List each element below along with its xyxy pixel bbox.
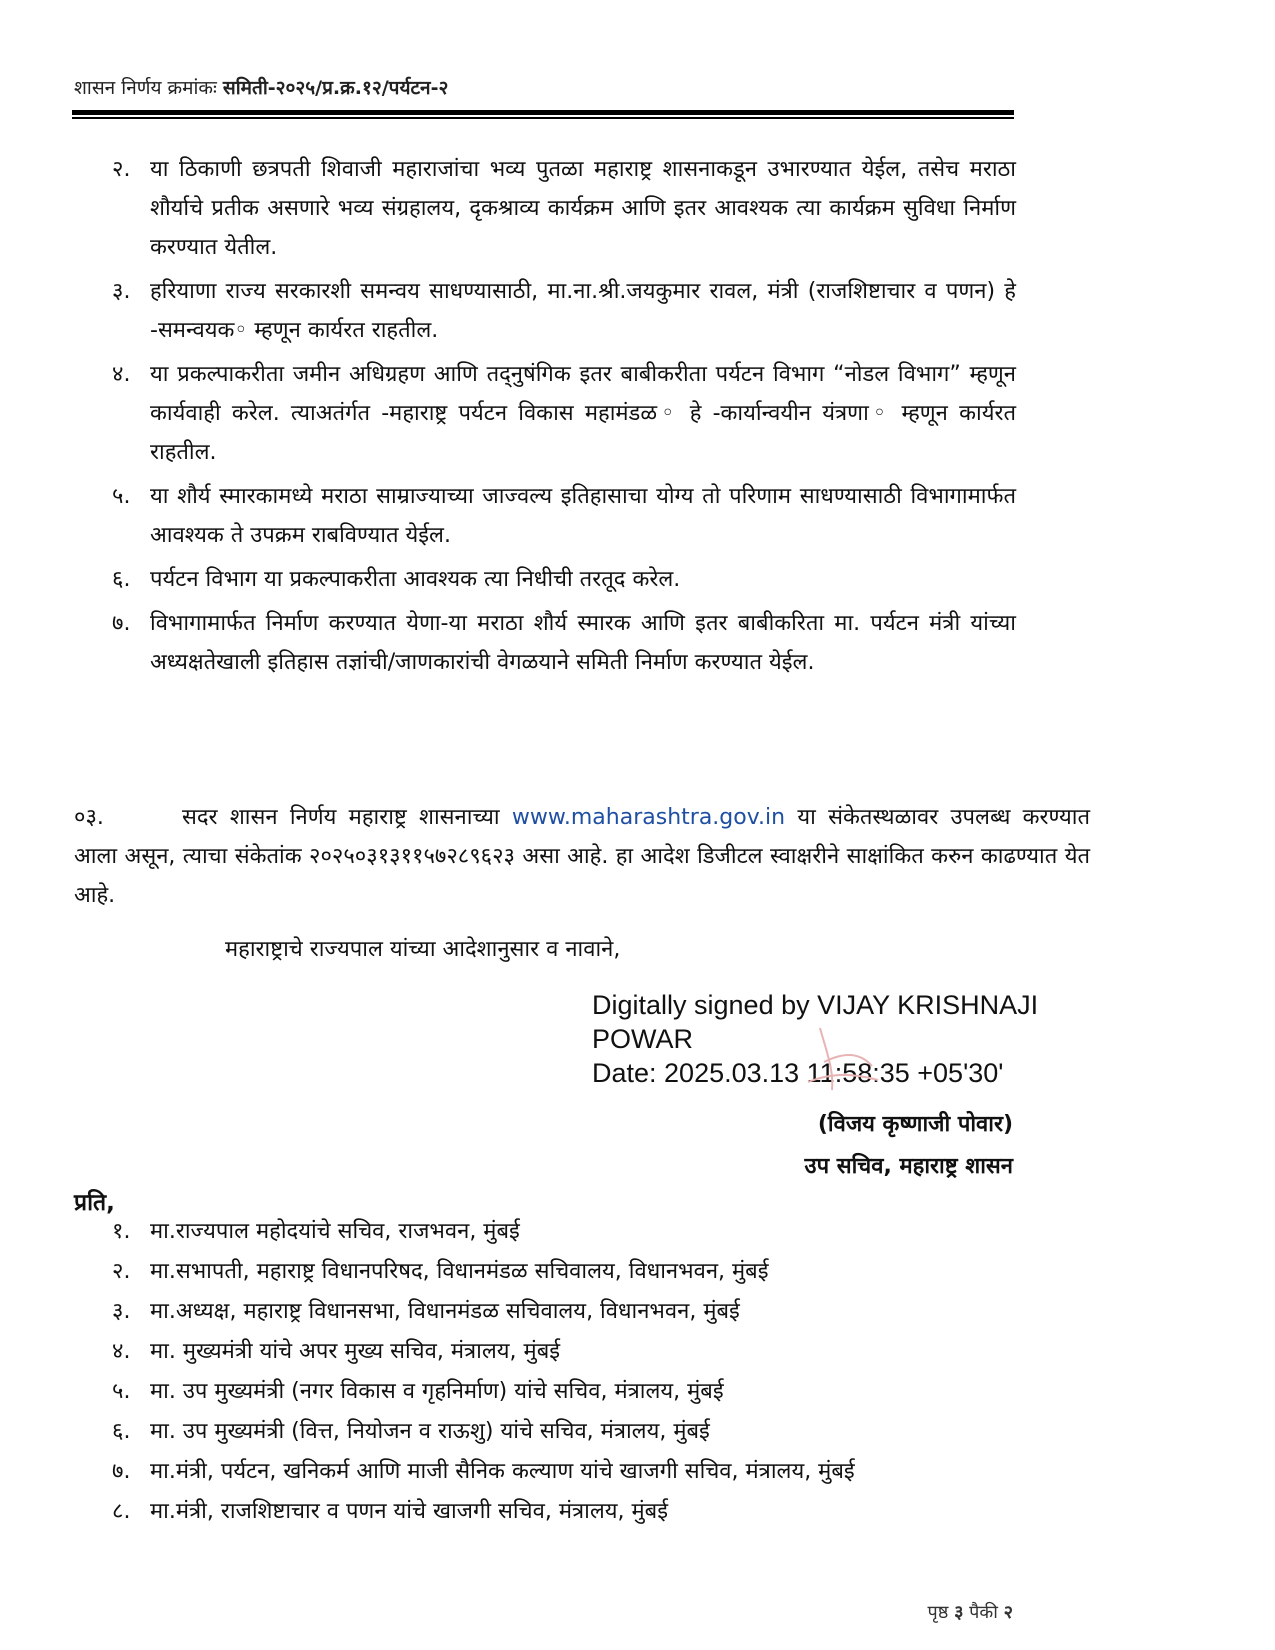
point-text: या शौर्य स्मारकामध्ये मराठा साम्राज्याच्या जाज्वल्य इतिहासाचा योग्य तो परिणाम साधण्यासाठी विभागामार्फत आवश्यक ते उपक्रम राबविण्यात येईल. <box>150 484 1016 548</box>
recipient-text: मा.अध्यक्ष, महाराष्ट्र विधानसभा, विधानमंडळ सचिवालय, विधानभवन, मुंबई <box>150 1299 740 1324</box>
header-rule-thick <box>72 110 1014 115</box>
list-item <box>112 1452 1072 1492</box>
recipient-number: १. <box>112 1219 131 1244</box>
decision-point <box>112 355 1016 472</box>
page-prefix: पृष्ठ <box>927 1602 949 1623</box>
header-reference-number: समिती-२०२५/प्र.क्र.१२/पर्यटन-२ <box>222 77 449 99</box>
header-rule-thin <box>72 117 1014 119</box>
header-label: शासन निर्णय क्रमांकः <box>74 77 217 99</box>
recipients-heading: प्रति, <box>74 1190 115 1216</box>
recipient-text: मा.मंत्री, पर्यटन, खनिकर्म आणि माजी सैनिक कल्याण यांचे खाजगी सचिव, मंत्रालय, मुंबई <box>150 1459 855 1484</box>
point-text: हरियाणा राज्य सरकारशी समन्वय साधण्यासाठी, मा.ना.श्री.जयकुमार रावल, मंत्री (राजशिष्टाचार व पणन) हे -समन्वयक◦ म्हणून कार्यरत राहतील. <box>150 279 1016 343</box>
order-line: महाराष्ट्राचे राज्यपाल यांच्या आदेशानुसार व नावाने, <box>225 937 621 962</box>
decision-point <box>112 560 1016 599</box>
recipient-number: ८. <box>112 1499 131 1524</box>
point-number: ६. <box>112 567 131 592</box>
recipient-text: मा. उप मुख्यमंत्री (नगर विकास व गृहनिर्माण) यांचे सचिव, मंत्रालय, मुंबई <box>150 1379 724 1404</box>
list-item <box>112 1332 1072 1372</box>
list-item <box>112 1252 1072 1292</box>
section-3-number: ०३. <box>74 805 104 830</box>
section-3-text-after: या संकेतस्थळावर उपलब्ध करण्यात आला असून, त्याचा संकेतांक २०२५०३१३११५७२८९६२३ असा आहे. हा आदेश डिजीटल स्वाक्षरीने साक्षांकित करुन काढण्यात येत आहे. <box>74 805 1091 908</box>
recipient-number: ६. <box>112 1419 131 1444</box>
point-number: ७. <box>112 611 131 636</box>
page-current: ३ <box>954 1602 964 1623</box>
page-number <box>928 1600 1014 1624</box>
recipient-number: ३. <box>112 1299 131 1324</box>
page-header <box>74 74 1014 100</box>
list-item <box>112 1372 1072 1412</box>
point-text: या प्रकल्पाकरीता जमीन अधिग्रहण आणि तद्नुषंगिक इतर बाबीकरीता पर्यटन विभाग “नोडल विभाग” म्हणून कार्यवाही करेल. त्याअतंर्गत -महाराष्ट्र पर्यटन विकास महामंडळ◦ हे -कार्यान्वयीन यंत्रणा◦ म्हणून कार्यरत राहतील. <box>150 362 1016 465</box>
recipient-text: मा.राज्यपाल महोदयांचे सचिव, राजभवन, मुंबई <box>150 1219 520 1244</box>
decision-point <box>112 477 1016 555</box>
recipient-number: ५. <box>112 1379 131 1404</box>
decision-point <box>112 150 1016 267</box>
list-item <box>112 1292 1072 1332</box>
section-3-paragraph <box>74 798 1090 915</box>
signature-line-1: Digitally signed by VIJAY KRISHNAJI <box>592 990 1039 1020</box>
recipient-number: २. <box>112 1259 131 1284</box>
section-3-text-before: सदर शासन निर्णय महाराष्ट्र शासनाच्या <box>182 805 500 830</box>
point-number: ५. <box>112 484 131 509</box>
decision-point <box>112 272 1016 350</box>
recipient-number: ४. <box>112 1339 131 1364</box>
signature-watermark-icon <box>778 1010 908 1110</box>
signer-block <box>805 1104 1013 1188</box>
website-link[interactable]: www.maharashtra.gov.in <box>511 805 786 830</box>
list-item <box>112 1212 1072 1252</box>
recipient-text: मा. उप मुख्यमंत्री (वित्त, नियोजन व राऊशु) यांचे सचिव, मंत्रालय, मुंबई <box>150 1419 710 1444</box>
recipient-text: मा. मुख्यमंत्री यांचे अपर मुख्य सचिव, मंत्रालय, मुंबई <box>150 1339 561 1364</box>
point-number: २. <box>112 157 131 182</box>
recipient-number: ७. <box>112 1459 131 1484</box>
decision-point <box>112 604 1016 682</box>
page-total: २ <box>1003 1602 1013 1623</box>
point-number: ३. <box>112 279 131 304</box>
recipient-text: मा.मंत्री, राजशिष्टाचार व पणन यांचे खाजगी सचिव, मंत्रालय, मुंबई <box>150 1499 669 1524</box>
point-text: या ठिकाणी छत्रपती शिवाजी महाराजांचा भव्य पुतळा महाराष्ट्र शासनाकडून उभारण्यात येईल, तसेच मराठा शौर्याचे प्रतीक असणारे भव्य संग्रहालय, दृकश्राव्य कार्यक्रम आणि इतर आवश्यक त्या कार्यक्रम सुविधा निर्माण करण्यात येतील. <box>150 157 1016 260</box>
page-middle: पैकी <box>969 1602 998 1623</box>
list-item <box>112 1492 1072 1532</box>
point-text: विभागामार्फत निर्माण करण्यात येणा-या मराठा शौर्य स्मारक आणि इतर बाबीकरिता मा. पर्यटन मंत्री यांच्या अध्यक्षतेखाली इतिहास तज्ञांची/जाणकारांची वेगळयाने समिती निर्माण करण्यात येईल. <box>150 611 1016 675</box>
signature-date: Date: 2025.03.13 11:58:35 +05'30' <box>592 1058 1004 1088</box>
point-number: ४. <box>112 362 131 387</box>
signer-designation: उप सचिव, महाराष्ट्र शासन <box>804 1154 1013 1179</box>
signer-name: (विजय कृष्णाजी पोवार) <box>817 1112 1013 1137</box>
recipients-list <box>112 1212 1072 1532</box>
signature-line-2: POWAR <box>592 1024 693 1054</box>
point-text: पर्यटन विभाग या प्रकल्पाकरीता आवश्यक त्या निधीची तरतूद करेल. <box>150 567 681 592</box>
list-item <box>112 1412 1072 1452</box>
recipient-text: मा.सभापती, महाराष्ट्र विधानपरिषद, विधानमंडळ सचिवालय, विधानभवन, मुंबई <box>150 1259 769 1284</box>
decision-points <box>112 150 1016 687</box>
